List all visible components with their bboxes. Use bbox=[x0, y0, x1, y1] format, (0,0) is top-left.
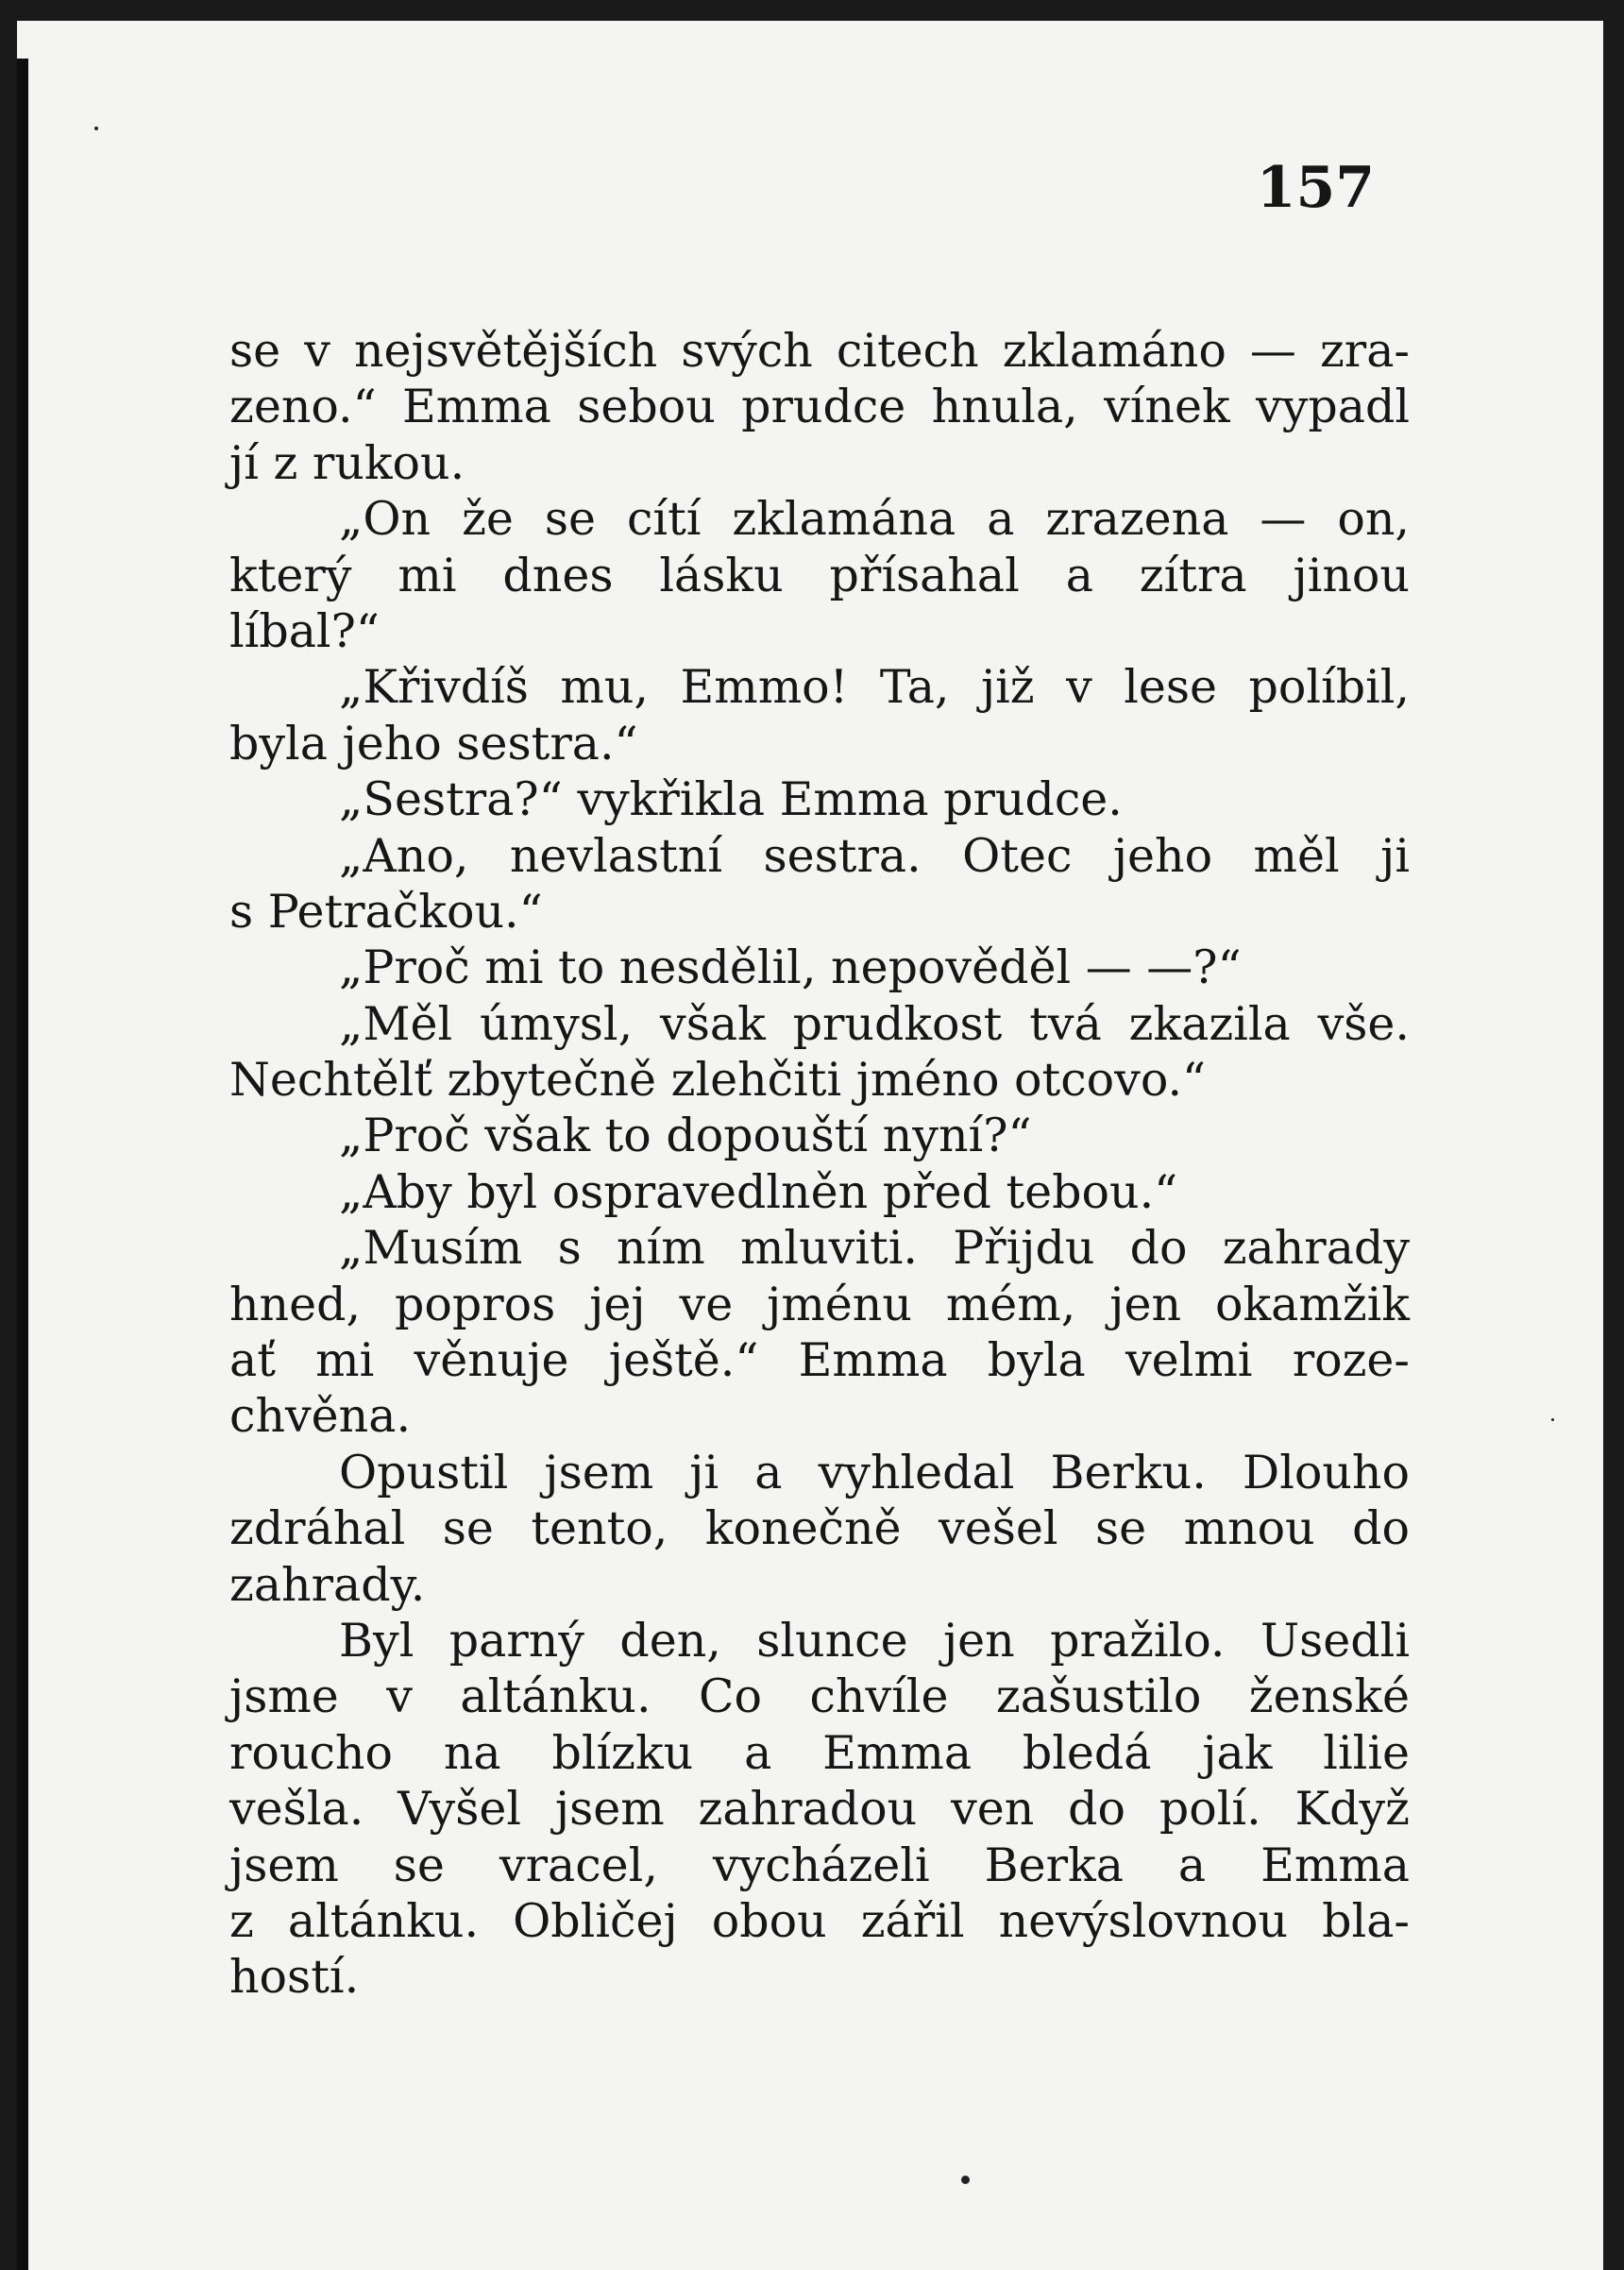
text-line: vešla. Vyšel jsem zahradou ven do polí. Když bbox=[229, 1782, 1410, 1837]
book-page bbox=[17, 21, 1603, 2270]
text-line: Byl parný den, slunce jen pražilo. Usedli bbox=[339, 1613, 1410, 1668]
text-line: roucho na blízku a Emma bledá jak lilie bbox=[229, 1725, 1410, 1780]
scan-speck bbox=[1551, 1418, 1554, 1421]
text-line: hostí. bbox=[229, 1950, 360, 2005]
text-line: se v nejsvětějších svých citech zklamáno — zra- bbox=[229, 324, 1410, 378]
scan-speck bbox=[961, 2176, 970, 2184]
page-binding-edge bbox=[17, 59, 28, 2270]
text-line: zeno.“ Emma sebou prudce hnula, vínek vypadl bbox=[229, 380, 1410, 434]
text-line: „Sestra?“ vykřikla Emma prudce. bbox=[339, 772, 1123, 827]
text-line: byla jeho sestra.“ bbox=[229, 716, 638, 771]
text-line: z altánku. Obličej obou zářil nevýslovnou bla- bbox=[229, 1893, 1410, 1948]
text-line: „Aby byl ospravedlněn před tebou.“ bbox=[339, 1164, 1178, 1219]
text-line: jí z rukou. bbox=[229, 435, 465, 490]
text-line: který mi dnes lásku přísahal a zítra jinou bbox=[229, 548, 1410, 602]
text-line: „Ano, nevlastní sestra. Otec jeho měl ji bbox=[339, 828, 1410, 883]
text-line: „Musím s ním mluviti. Přijdu do zahrady bbox=[339, 1221, 1410, 1276]
scan-speck bbox=[94, 127, 98, 130]
text-line: „Křivdíš mu, Emmo! Ta, již v lese políbil, bbox=[339, 660, 1410, 715]
body-text bbox=[229, 323, 1410, 2006]
text-line: „On že se cítí zklamána a zrazena — on, bbox=[339, 492, 1410, 547]
text-line: „Proč mi to nesdělil, nepověděl — —?“ bbox=[339, 940, 1242, 995]
text-line: jsme v altánku. Co chvíle zašustilo ženské bbox=[229, 1669, 1410, 1724]
text-line: chvěna. bbox=[229, 1389, 412, 1444]
text-line: „Proč však to dopouští nyní?“ bbox=[339, 1109, 1032, 1163]
text-line: „Měl úmysl, však prudkost tvá zkazila vše. bbox=[339, 996, 1410, 1051]
text-line: zdráhal se tento, konečně vešel se mnou do bbox=[229, 1501, 1410, 1556]
text-line: hned, popros jej ve jménu mém, jen okamžik bbox=[229, 1277, 1410, 1331]
text-line: jsem se vracel, vycházeli Berka a Emma bbox=[229, 1838, 1410, 1892]
text-line: Nechtělť zbytečně zlehčiti jméno otcovo.“ bbox=[229, 1053, 1207, 1108]
text-line: ať mi věnuje ještě.“ Emma byla velmi roze- bbox=[229, 1333, 1410, 1388]
text-line: s Petračkou.“ bbox=[229, 884, 543, 939]
text-line: Opustil jsem ji a vyhledal Berku. Dlouho bbox=[339, 1445, 1410, 1499]
text-line: zahrady. bbox=[229, 1557, 426, 1612]
page-number: 157 bbox=[1256, 155, 1375, 221]
text-line: líbal?“ bbox=[229, 603, 380, 658]
